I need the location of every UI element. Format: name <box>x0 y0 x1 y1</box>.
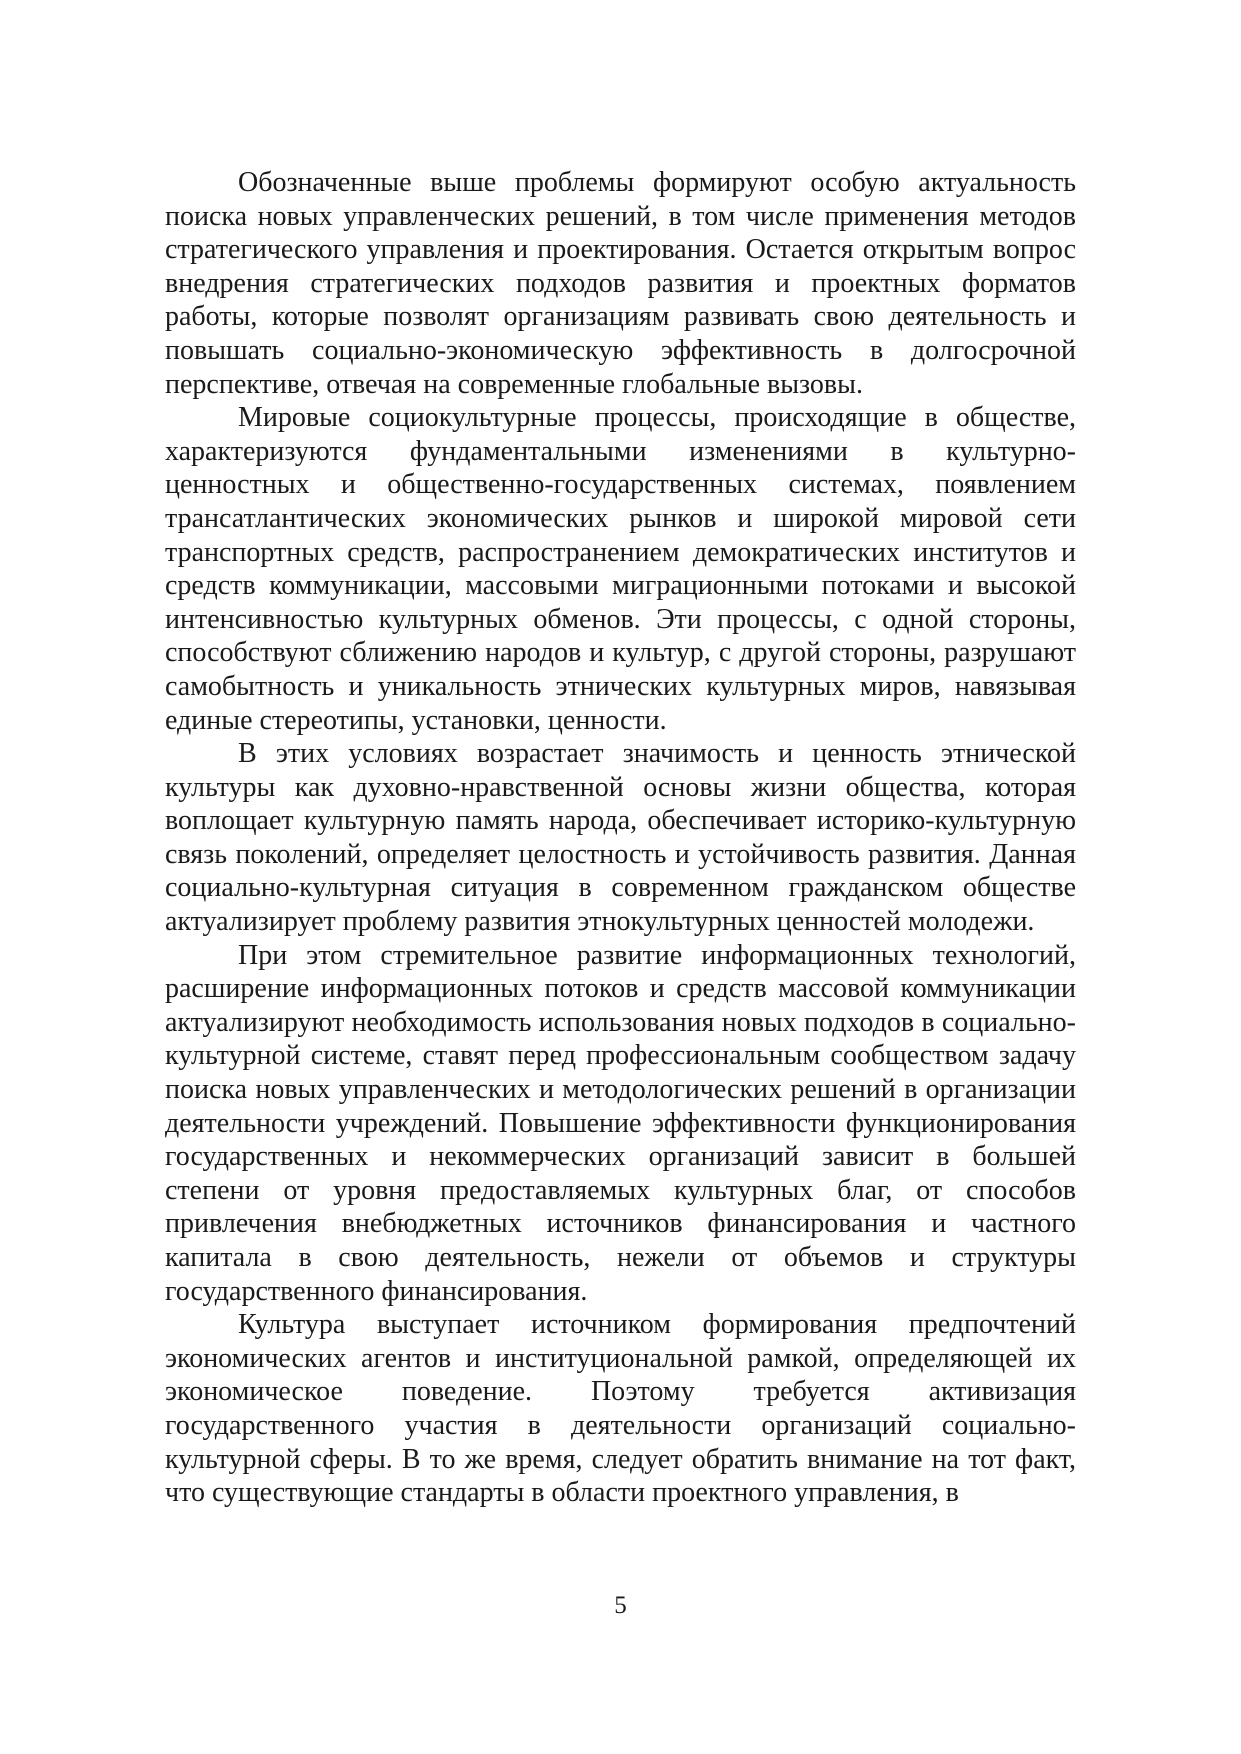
paragraph-3: В этих условиях возрастает значимость и ценность этнической культуры как духовно-нравственной основы жизни общества, которая воплощает культурную память народа, обеспечивает историко-культурную связь поколений, определяет целостность и устойчивость развития. Данная социально-культурная ситуация в современном гражданском обществе актуализирует проблему развития этнокультурных ценностей молодежи. <box>165 738 1076 938</box>
paragraph-5: Культура выступает источником формирования предпочтений экономических агентов и институциональной рамкой, определяющей их экономическое поведение. Поэтому требуется активизация государственного участия в деятельности организаций социально-культурной сферы. В то же время, следует обратить внимание на тот факт, что существующие стандарты в области проектного управления, в <box>165 1309 1076 1509</box>
paragraph-2: Мировые социокультурные процессы, происходящие в обществе, характеризуются фундаментальными изменениями в культурно-ценностных и общественно-государственных системах, появлением трансатлантических экономических рынков и широкой мировой сети транспортных средств, распространением демократических институтов и средств коммуникации, массовыми миграционными потоками и высокой интенсивностью культурных обменов. Эти процессы, с одной стороны, способствуют сближению народов и культур, с другой стороны, разрушают самобытность и уникальность этнических культурных миров, навязывая единые стереотипы, установки, ценности. <box>165 402 1076 736</box>
body-text <box>165 166 1076 1510</box>
paragraph-4: При этом стремительное развитие информационных технологий, расширение информационных потоков и средств массовой коммуникации актуализируют необходимость использования новых подходов в социально-культурной системе, ставят перед профессиональным сообществом задачу поиска новых управленческих и методологических решений в организации деятельности учреждений. Повышение эффективности функционирования государственных и некоммерческих организаций зависит в большей степени от уровня предоставляемых культурных благ, от способов привлечения внебюджетных источников финансирования и частного капитала в свою деятельность, нежели от объемов и структуры государственного финансирования. <box>165 939 1076 1307</box>
page-number: 5 <box>614 1592 627 1619</box>
paragraph-1: Обозначенные выше проблемы формируют особую актуальность поиска новых управленческих решений, в том числе применения методов стратегического управления и проектирования. Остается открытым вопрос внедрения стратегических подходов развития и проектных форматов работы, которые позволят организациям развивать свою деятельность и повышать социально-экономическую эффективность в долгосрочной перспективе, отвечая на современные глобальные вызовы. <box>165 167 1076 400</box>
